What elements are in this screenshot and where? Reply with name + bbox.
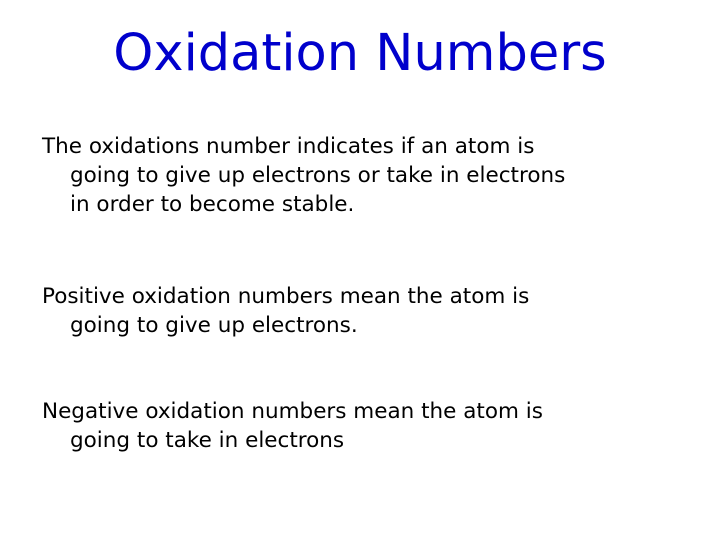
slide-title: Oxidation Numbers — [113, 24, 607, 83]
paragraph-positive — [42, 282, 702, 340]
paragraph-line: going to give up electrons. — [70, 313, 358, 338]
paragraph-line: in order to become stable. — [70, 192, 355, 217]
paragraph-line: going to give up electrons or take in electrons — [70, 163, 566, 188]
paragraph-negative — [42, 397, 702, 455]
paragraph-line: The oxidations number indicates if an atom is — [42, 134, 535, 159]
paragraph-line: Negative oxidation numbers mean the atom is — [42, 399, 543, 424]
paragraph-definition — [42, 132, 702, 219]
paragraph-line: going to take in electrons — [70, 428, 345, 453]
paragraph-line: Positive oxidation numbers mean the atom is — [42, 284, 530, 309]
